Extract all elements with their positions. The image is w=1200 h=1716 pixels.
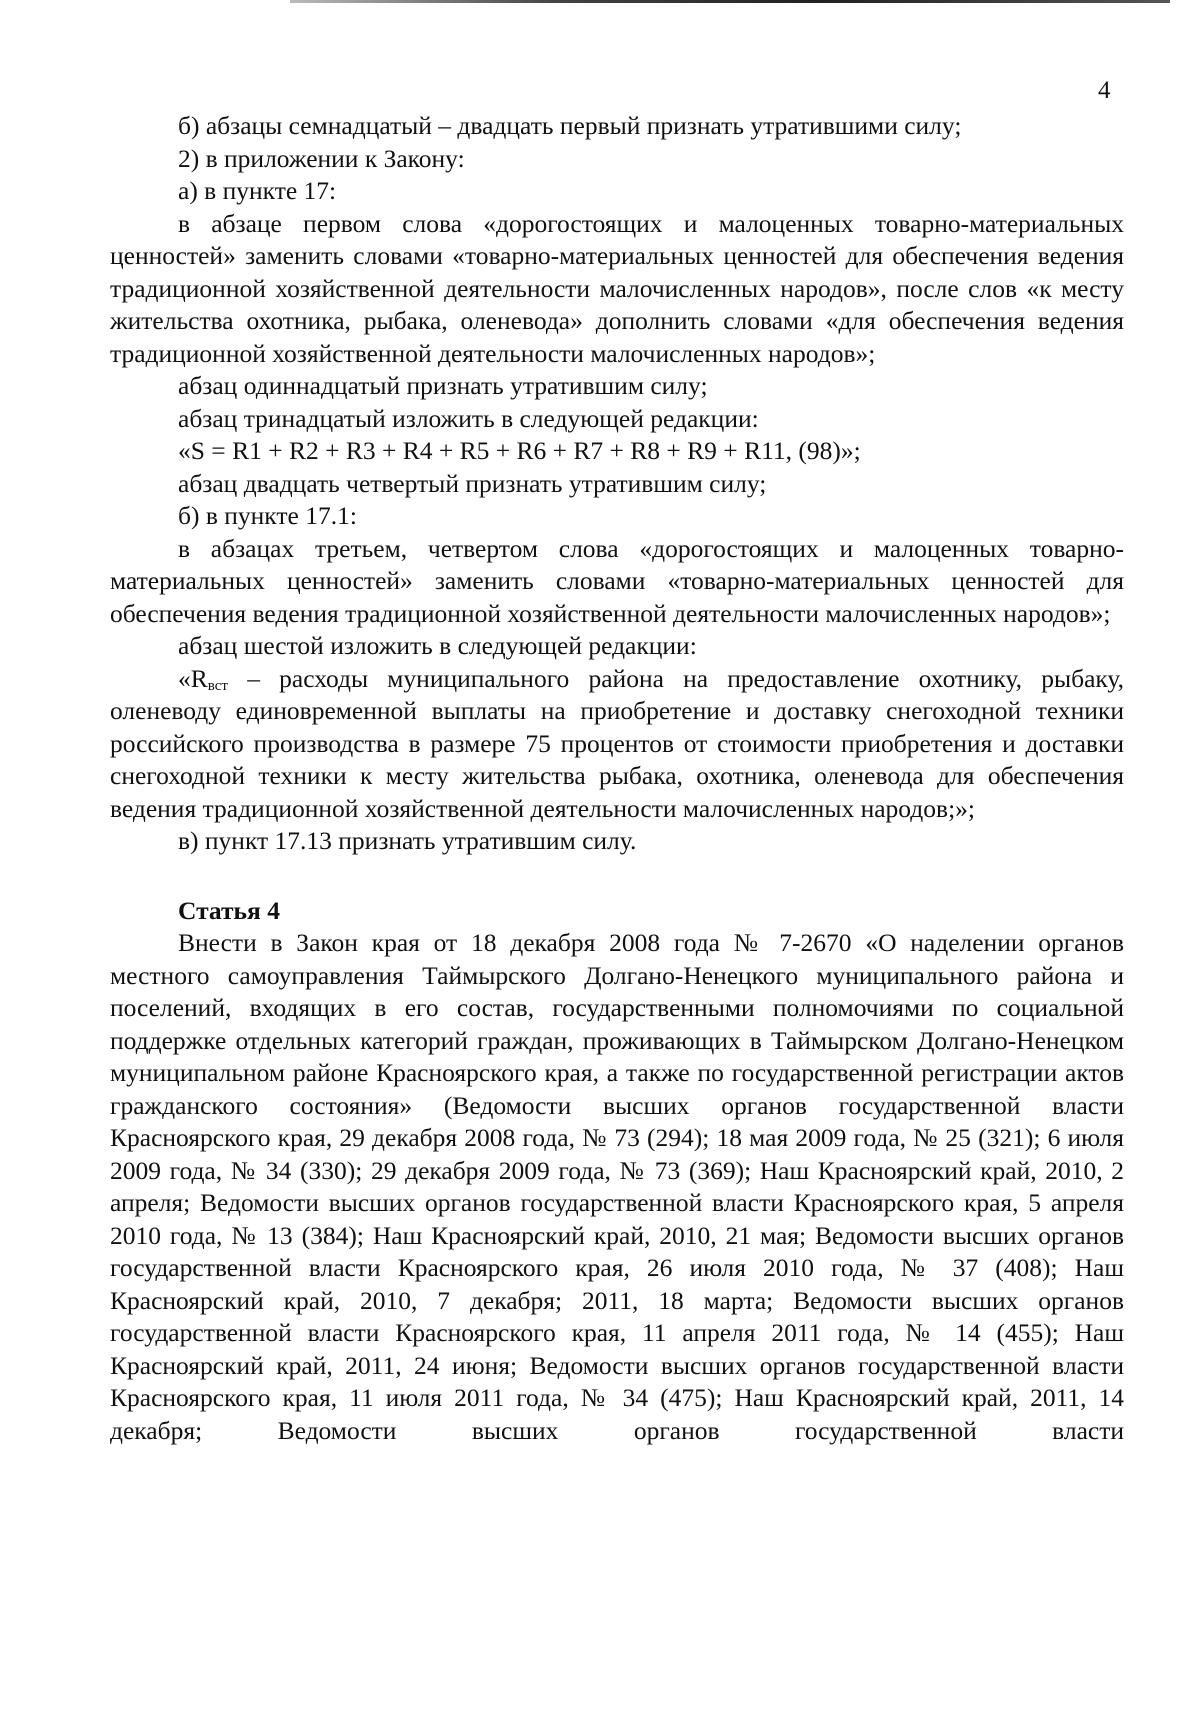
document-body bbox=[110, 110, 1124, 1447]
paragraph-abzac-6: абзац шестой изложить в следующей редакции: bbox=[178, 631, 697, 660]
paragraph-r-definition bbox=[110, 663, 1124, 826]
scan-top-edge bbox=[290, 0, 1170, 3]
r-subscript: вст bbox=[207, 677, 228, 694]
paragraph-repeal-abzacy: б) абзацы семнадцатый – двадцать первый признать утратившими силу; bbox=[178, 111, 962, 140]
paragraph-repeal-11: абзац одиннадцатый признать утратившим силу; bbox=[178, 371, 708, 400]
paragraph-point-17-13: в) пункт 17.13 признать утратившим силу. bbox=[178, 826, 637, 855]
paragraph-replace-words-17-1: в абзацах третьем, четвертом слова «дорогостоящих и малоценных товарно-материальных ценностей» заменить словами «товарно-материальных ценностей для обеспечения ведения традиционной хозяйственной деятельности малочисленных народов»; bbox=[110, 533, 1124, 628]
r-definition-text: – расходы муниципального района на предоставление охотнику, рыбаку, оленеводу единовременной выплаты на приобретение и доставку снегоходной техники российского производства в размере 75 процентов от стоимости приобретения и доставки снегоходной техники к месту жительства рыбака, охотника, оленевода для обеспечения ведения традиционной хозяйственной деятельности малочисленных народов;»; bbox=[110, 663, 1124, 823]
article-heading: Статья 4 bbox=[178, 895, 280, 925]
article-4-text: Внести в Закон края от 18 декабря 2008 года № 7-2670 «О наделении органов местного самоуправления Таймырского Долгано-Ненецкого муниципального района и поселений, входящих в его состав, государственными полномочиями по социальной поддержке отдельных категорий граждан, проживающих в Таймырском Долгано-Ненецком муниципальном районе Красноярского края, а также по государственной регистрации актов гражданского состояния» (Ведомости высших органов государственной власти Красноярского края, 29 декабря 2008 года, № 73 (294); 18 мая 2009 года, № 25 (321); 6 июля 2009 года, № 34 (330); 29 декабря 2009 года, № 73 (369); Наш Красноярский край, 2010, 2 апреля; Ведомости высших органов государственной власти Красноярского края, 5 апреля 2010 года, № 13 (384); Наш Красноярский край, 2010, 21 мая; Ведомости высших органов государственной власти Красноярского края, 26 июля 2010 года, № 37 (408); Наш Красноярский край, 2010, 7 декабря; 2011, 18 марта; Ведомости высших органов государственной власти Красноярского края, 11 апреля 2011 года, № 14 (455); Наш Красноярский край, 2011, 24 июня; Ведомости высших органов государственной власти Красноярского края, 11 июля 2011 года, № 34 (475); Наш Красноярский край, 2011, 14 декабря; Ведомости высших органов государственной власти bbox=[110, 928, 1124, 1445]
paragraph-abzac-13: абзац тринадцатый изложить в следующей редакции: bbox=[178, 403, 759, 433]
paragraph-point-17: а) в пункте 17: bbox=[178, 176, 337, 205]
page-number: 4 bbox=[1098, 77, 1111, 104]
paragraph-point-17-1: б) в пункте 17.1: bbox=[178, 501, 357, 530]
paragraph-repeal-24: абзац двадцать четвертый признать утратившим силу; bbox=[178, 468, 767, 498]
r-open: «R bbox=[178, 663, 208, 693]
paragraph-replace-words: в абзаце первом слова «дорогостоящих и малоценных товарно-материальных ценностей» заменить словами «товарно-материальных ценностей для обеспечения ведения традиционной хозяйственной деятельности малочисленных народов», после слов «к месту жительства охотника, рыбака, оленевода» дополнить словами «для обеспечения ведения традиционной хозяйственной деятельности малочисленных народов»; bbox=[110, 208, 1124, 368]
paragraph-appendix-intro: 2) в приложении к Закону: bbox=[178, 143, 465, 173]
formula-line: «S = R1 + R2 + R3 + R4 + R5 + R6 + R7 + R8 + R9 + R11, (98)»; bbox=[178, 436, 861, 465]
